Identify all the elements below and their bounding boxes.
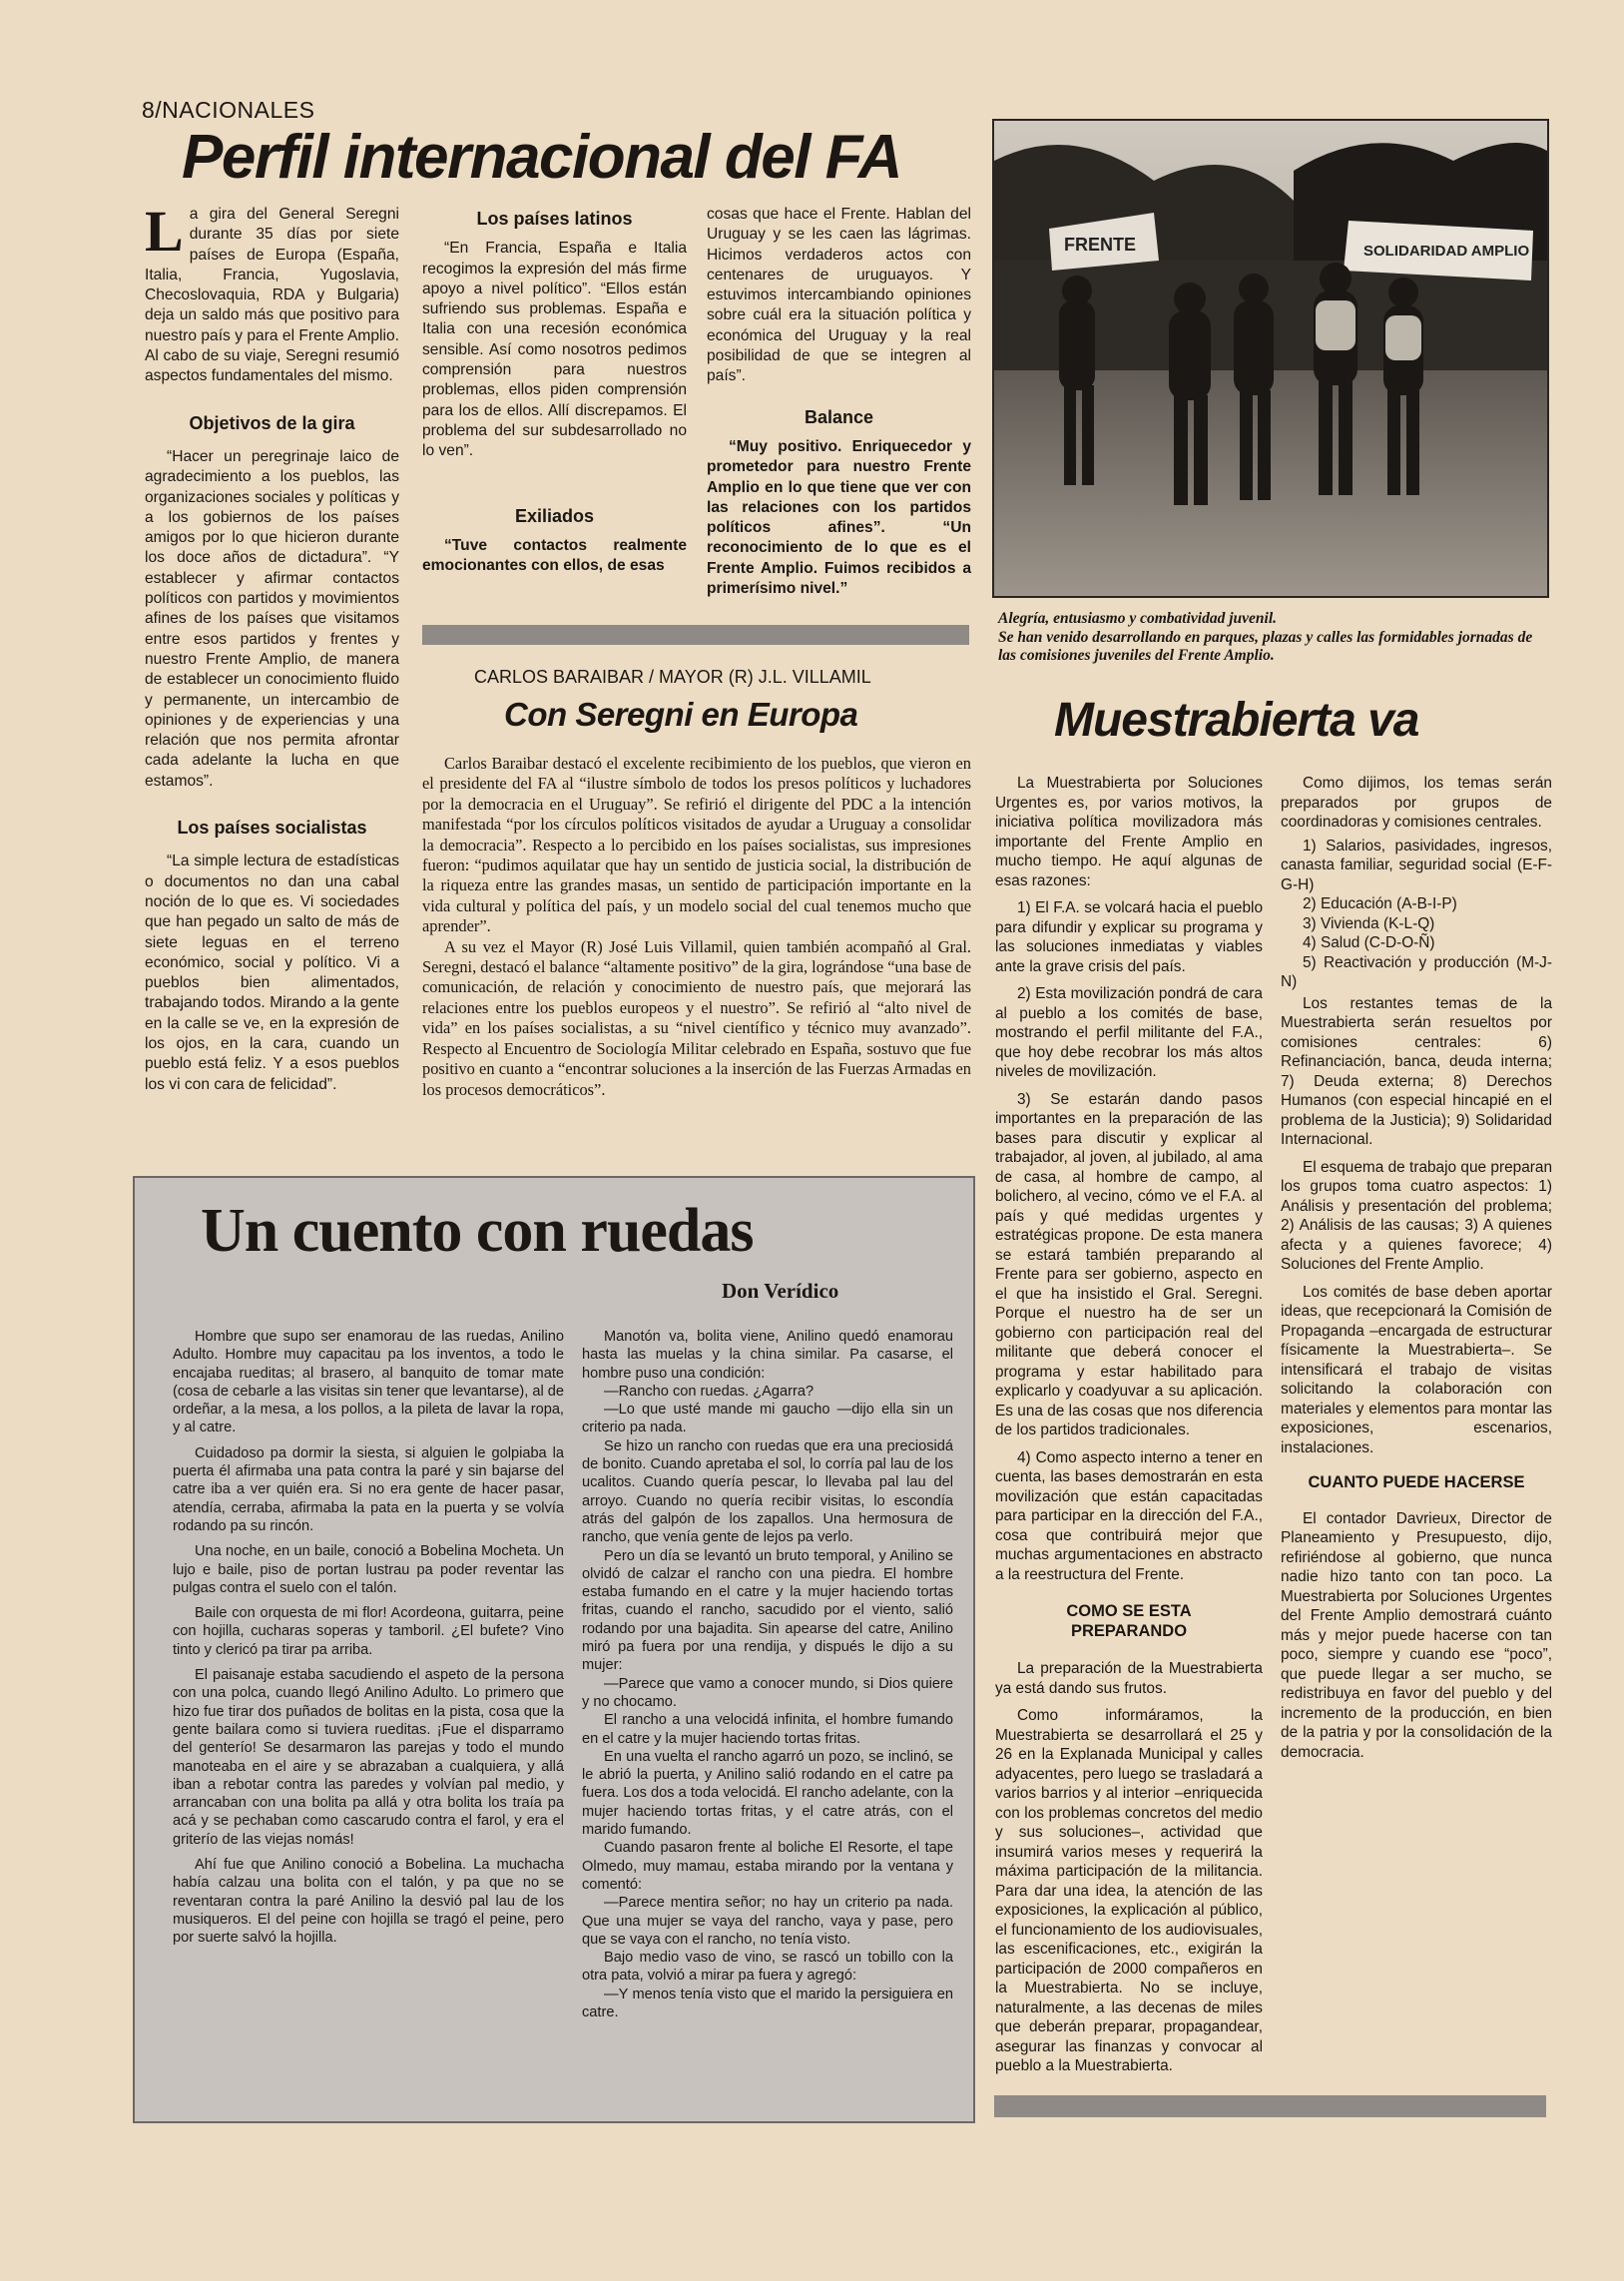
socialistas-heading: Los países socialistas — [177, 818, 367, 839]
rally-photo — [992, 119, 1549, 598]
muestrabierta-col2 — [1281, 774, 1552, 1762]
latinos-text: “En Francia, España e Italia recogimos la expresión del más firme apoyo a nivel político”. “Ellos están sufriendo sus problemas. España e Italia con una recesión económica sensible. Así como nosotros pedimos comprensión para nuestros problemas, ellos piden comprensión para los de ellos. Allí discrepamos. El problema del sur subdesarrollado no lo ven”. — [422, 240, 687, 460]
tema-3: 3) Vivienda (K-L-Q) — [1303, 914, 1435, 932]
seregni-p1: Carlos Baraibar destacó el excelente recibimiento de los pueblos, que vieron en el presidente del FA al “ilustre símbolo de todos los presos políticos y luchadores por la democracia en el Uruguay”. Se refirió el dirigente del PDC a la intención manifestada “por los círculos políticos visitados de ayudar a Uruguay a consolidar la democracia”. Respecto a lo percibido en los países socialistas, sus impresiones fueron: “pudimos aquilatar que hay un sentido de justicia social, la distribución de la riqueza entre las grandes masas, un sentido de participación importante en la vida cultural y política del país, y un modelo social del cual tenemos mucho que aprender”. — [422, 754, 971, 936]
cuento-c2-p3: —Lo que usté mande mi gaucho —dijo ella sin un criterio pa nada. — [582, 1402, 953, 1436]
latinos-heading: Los países latinos — [476, 209, 633, 229]
cuento-c1-p6: Ahí fue que Anilino conoció a Bobelina. La muchacha había calzau una bolita con el talón, y pa que no se reventaran contra la paré Anilino la desvió pal lau de los musiqueros. El del peine con hojilla se tragó el peine, pero por suerte salvó la hojilla. — [173, 1857, 564, 1947]
svg-text:SOLIDARIDAD AMPLIO: SOLIDARIDAD AMPLIO — [1363, 243, 1530, 260]
rally-photo-image — [994, 121, 1547, 596]
como-p1: La preparación de la Muestrabierta ya está dando sus frutos. — [995, 1660, 1263, 1697]
photo-caption-line2: Se han venido desarrollando en parques, plazas y calles las formidables jornadas de las comisiones juveniles del Frente Amplio. — [998, 628, 1533, 664]
col2-rest-3: Los comités de base deben aportar ideas, que recepcionará la Comisión de Propaganda –encargada de estructurar físicamente la Muestrabierta–. Se intensificará el trabajo de visitas solicitando la colaboración con materiales y elementos para montar las exposiciones, escenarios, instalaciones. — [1281, 1283, 1552, 1456]
tema-2: 2) Educación (A-B-I-P) — [1303, 895, 1457, 912]
seregni-headline: Con Seregni en Europa — [504, 696, 858, 733]
cuento-c1-p5: El paisanaje estaba sacudiendo el aspeto de la persona con una polca, cuando llegó Anilino Adulto. Lo primero que hizo fue tirar dos puñados de bolitas en la pista, cosa que la gente bailara como si tuviera rueditas. ¡Fue el disparramo del genterío! Se desarmaron las parejas y todo el mundo manoteaba en el aire y se abrazaban a cualquiera, y allá iban a rebotar contra las paredes y volvían pal medio, y arrancaban con una bolita pa allá y otra bolita los traía pa acá y se pechaban como cascarudo contra el farol, y era el griterío de las viejas nomás! — [173, 1667, 564, 1848]
dropcap: L — [145, 199, 184, 264]
seregni-byline: CARLOS BARAIBAR / MAYOR (R) J.L. VILLAMIL — [474, 667, 871, 687]
balance-text: “Muy positivo. Enriquecedor y prometedor para nuestro Frente Amplio en lo que tiene que ver con las relaciones con los partidos políticos afines”. “Un reconocimiento de lo que es el Frente Amplio. Fuimos recibidos a primerísimo nivel.” — [707, 437, 971, 598]
cuento-c2-p9: Cuando pasaron frente al boliche El Resorte, el tape Olmedo, muy mamau, estaba mirando por la ventana y comentó: — [582, 1840, 953, 1893]
tema-4: 4) Salud (C-D-O-Ñ) — [1303, 934, 1435, 951]
perfil-col3-text: cosas que hace el Frente. Hablan del Uruguay y se les caen las lágrimas. Hicimos verdaderos actos con centenares de uruguayos. Y estuvimos intercambiando opiniones sobre cuál era la situación política y económica del Uruguay y la real posibilidad de que se integren al país”. — [707, 206, 971, 385]
cuanto-text: El contador Davrieux, Director de Planeamiento y Presupuesto, dijo, refiriéndose al gobierno, que nunca nadie hizo tanto con tan poco. La Muestrabierta por Soluciones Urgentes del Frente Amplio demostrará cuánto más y mejor puede hacerse con tan poco, siempre y cuando ese “poco”, que puede llegar a ser mucho, se redistribuya en favor del pueblo y del incremento de la producción, en bien de la patria y por la consolidación de la democracia. — [1281, 1509, 1552, 1761]
muestrabierta-col2-intro: Como dijimos, los temas serán preparados por grupos de coordinadoras y comisiones centrales. — [1281, 775, 1552, 831]
muestrabierta-p5: 4) Como aspecto interno a tener en cuenta, las bases demostrarán en esta movilización que están capacitadas para participar en la dirección del F.A., cosa que contribuirá mejor que muchas argumentaciones en abstracto a la reestructura del Frente. — [995, 1448, 1263, 1583]
cuento-headline: Un cuento con ruedas — [201, 1197, 754, 1265]
seregni-p2: A su vez el Mayor (R) José Luis Villamil, quien también acompañó al Gral. Seregni, destacó el balance “altamente positivo” de la gira, lográndose “una base de comunicación, de relación y conocimiento de nuestro país, que mejorará las relaciones entre los pueblos europeos y el nuestro”. Se refirió al “alto nivel de vida” en los países socialistas, a su “nivel científico y técnico muy avanzado”. Respecto al Encuentro de Sociología Militar celebrado en España, sostuvo que fue positivo en cuanto a “encontrar soluciones a la inserción de las Fuerzas Armadas en los procesos democráticos”. — [422, 936, 971, 1099]
perfil-headline: Perfil internacional del FA — [182, 123, 901, 192]
balance-heading: Balance — [804, 406, 874, 427]
cuento-c2-p11: Bajo medio vaso de vino, se rascó un tobillo con la otra pata, volvió a mirar pa fuera y agregó: — [582, 1950, 953, 1985]
photo-caption-line1: Alegría, entusiasmo y combatividad juvenil. — [998, 610, 1277, 627]
photo-caption — [998, 610, 1547, 666]
cuento-c2-p4: Se hizo un rancho con ruedas que era una preciosidá de bonito. Cuando apretaba el sol, lo corría pal lau de los ucalitos. Cuando quería pescar, lo llevaba pal lau del arroyo. Cuando no quería recibir visitas, lo escondía atrás del galpón de los zapallos. Una hermosura de rancho, que venía gente de lejos pa verlo. — [582, 1437, 953, 1546]
cuanto-heading: CUANTO PUEDE HACERSE — [1308, 1473, 1525, 1491]
cuento-c1-p4: Baile con orquesta de mi flor! Acordeona, guitarra, peine con hojilla, cucharas soperas y tamboril. ¿El bufete? Vino tinto y clericó pa tirar pa arriba. — [173, 1605, 564, 1658]
como-heading: COMO SE ESTA PREPARANDO — [1066, 1602, 1192, 1640]
cuento-c2-p6: —Parece que vamo a conocer mundo, si Dios quiere y no chocamo. — [582, 1675, 953, 1710]
muestrabierta-p1: La Muestrabierta por Soluciones Urgentes es, por varios motivos, la iniciativa política movilizadora más importante del Frente Amplio en mucho tiempo. He aquí algunas de esas razones: — [995, 775, 1263, 889]
muestrabierta-p3: 2) Esta movilización pondrá de cara al pueblo a los comités de base, mostrando el perfil militante del F.A., que hoy debe recobrar los más altos niveles de movilización. — [995, 985, 1263, 1080]
objetivos-text: “Hacer un peregrinaje laico de agradecimiento a los pueblos, las organizaciones sociales y políticas y a los gobiernos de los países amigos por lo que hicieron durante los doce años de dictadura”. “Y establecer y afirmar contactos políticos con partidos y movimientos afines de los países que visitamos entre esos partidos y frentes y nuestro Frente Amplio, de manera de establecer un conocimiento fluido y permanente, un intercambio de opiniones y de experiencias y una relación que nos permita afrontar cada adelante la lucha en que estamos”. — [145, 447, 399, 790]
cuento-c2-p2: —Rancho con ruedas. ¿Agarra? — [604, 1383, 814, 1400]
muestrabierta-col1 — [995, 774, 1263, 2076]
muestrabierta-headline: Muestrabierta va — [1054, 694, 1419, 747]
seregni-body — [422, 754, 971, 1100]
cuento-c2-p1: Manotón va, bolita viene, Anilino quedó enamorau hasta las muelas y la china similar. Pa casarse, el hombre puso una condición: — [582, 1329, 953, 1382]
exiliados-text: “Tuve contactos realmente emocionantes con ellos, de esas — [422, 536, 687, 575]
objetivos-heading: Objetivos de la gira — [189, 412, 355, 433]
svg-text:FRENTE: FRENTE — [1064, 235, 1136, 255]
cuento-c2-p7: El rancho a una velocidá infinita, el hombre fumando en el catre y la mujer haciendo tortas fritas. — [582, 1712, 953, 1747]
section-header: 8/NACIONALES — [142, 97, 315, 123]
exiliados-heading: Exiliados — [514, 505, 595, 526]
perfil-col1 — [145, 199, 399, 1095]
tema-1: 1) Salarios, pasividades, ingresos, canasta familiar, seguridad social (E-F-G-H) — [1281, 837, 1552, 893]
col2-rest-1: Los restantes temas de la Muestrabierta serán resueltos por comisiones centrales: 6) Refinanciación, banca, deuda interna; 7) Deuda externa; 8) Derechos Humanos (con especial hincapié en el problema de la Justicia); 9) Solidaridad Internacional. — [1281, 994, 1552, 1148]
col2-rest-2: El esquema de trabajo que preparan los grupos toma cuatro aspectos: 1) Análisis y presentación del problema; 2) Análisis de las causas; 3) A quienes afecta y a quienes favorece; 4) Soluciones del Frente Amplio. — [1281, 1158, 1552, 1273]
muestrabierta-divider — [994, 2095, 1546, 2117]
perfil-col3 — [707, 205, 971, 599]
muestrabierta-p2: 1) El F.A. se volcará hacia el pueblo para difundir y explicar su programa y las soluciones inmediatas y viables ante la grave crisis del país. — [995, 899, 1263, 975]
cuento-c1-p3: Una noche, en un baile, conoció a Bobelina Mocheta. Un lujo e baile, piso de portan lustrau pa poder reventar las pulgas contra el suelo con el talón. — [173, 1543, 564, 1596]
cuento-c2-p5: Pero un día se levantó un bruto temporal, y Anilino se olvidó de calzar el rancho con una piedra. El hombre estaba fumando en el catre y la mujer haciendo tortas fritas, cuando el rancho, sacudido por el viento, salió rodando por una bajadita. Sin apearse del catre, Anilino miró pa fuera por una rendija, y dispués le dijo a su mujer: — [582, 1547, 953, 1674]
cuento-c1-p1: Hombre que supo ser enamorau de las ruedas, Anilino Adulto. Hombre muy capacitau pa los inventos, a todo le encajaba rueditas; al brasero, al banquito de tomar mate (cosa de cebarle a las visitas sin tener que levantarse), al de ordeñar, a la mesa, a los pollos, a la pileta de lavar la ropa, y al catre. — [173, 1329, 564, 1436]
temas-list — [1281, 837, 1552, 992]
cuento-col2 — [582, 1328, 953, 2021]
perfil-intro: La gira del General Seregni durante 35 días por siete países de Europa (España, Italia, Francia, Yugoslavia, Checoslovaquia, RDA y Bulgaria) deja un saldo más que positivo para nuestro país y para el Frente Amplio. Al cabo de su viaje, Seregni resumió aspectos fundamentales del mismo. — [145, 199, 399, 385]
muestrabierta-p4: 3) Se estarán dando pasos importantes en la preparación de las bases para discutir y explicar al trabajador, al joven, al jubilado, al ama de casa, al hombre de campo, al bolichero, al vecino, cómo ve el F.A. al país y qué medidas urgentes y estratégicas propone. De esta manera se estará también preparando al Frente para ser gobierno, aspecto en el que ha insistido el Gral. Seregni. Porque el nuestro ha de ser un gobierno con participación real del militante que deberá conocer el programa y estar habilitado para explicarlo y coadyuvar a su aplicación. Es una de las cosas que nos diferencia de los partidos tradicionales. — [995, 1090, 1263, 1438]
cuento-c2-p8: En una vuelta el rancho agarró un pozo, se inclinó, se le abrió la puerta, y Anilino salió rodando en el catre pa fuera. Los dos a toda velocidá. El rancho adelante, con la mujer haciendo tortas fritas, y el catre atrás, con el marido fumando. — [582, 1748, 953, 1839]
cuento-c2-p10: —Parece mentira señor; no hay un criterio pa nada. Que una mujer se vaya del rancho, vaya y pase, pero que se vaya con el rancho, no tenía visto. — [582, 1895, 953, 1948]
perfil-col2 — [422, 205, 687, 576]
banner-right — [1344, 221, 1533, 281]
cuento-c2-p12: —Y menos tenía visto que el marido la persiguiera en catre. — [582, 1986, 953, 2020]
cuento-author: Don Verídico — [722, 1279, 839, 1303]
tema-5: 5) Reactivación y producción (M-J-N) — [1281, 953, 1552, 990]
como-p2: Como informáramos, la Muestrabierta se desarrollará el 25 y 26 en la Explanada Municipal y calles adyacentes, pero luego se trasladará a varios barrios y al interior –enriquecida con los problemas concretos del medio y sus soluciones–, actividad que insumirá varios meses y requerirá la máxima participación de la militancia. Para dar una idea, la atención de las exposiciones, la explicación al público, el funcionamiento de los audiovisuales, las escenificaciones, etc., exigirán la participación de 2000 compañeros en la Muestrabierta. No se incluye, naturalmente, a las decenas de miles que deberán preparar, propagandear, asegurar las finanzas y convocar al pueblo a la Muestrabierta. — [995, 1707, 1263, 2074]
cuento-c1-p2: Cuidadoso pa dormir la siesta, si alguien le golpiaba la puerta él afirmaba una pata contra la paré y sin bajarse del catre iba a ver quién era. Si no era gente de hacer pasar, atendía, cerraba, afirmaba la pata en la puerta y se volvía rodando pa su rincón. — [173, 1444, 564, 1534]
cuento-box — [133, 1176, 975, 2123]
perfil-divider — [422, 625, 969, 645]
socialistas-text: “La simple lectura de estadísticas o documentos no dan una cabal noción de lo que es. Vi sociedades que han pegado un salto de más de siete leguas en el terreno económico, social y político. Vi a pueblos bien alimentados, trabajando todos. Mirando a la gente en la calle se ve, en la expresión de los ojos, en la cara, cuando un pueblo está feliz. Y a esos pueblos los vi con cara de felicidad”. — [145, 853, 399, 1093]
cuento-col1 — [173, 1328, 564, 1955]
